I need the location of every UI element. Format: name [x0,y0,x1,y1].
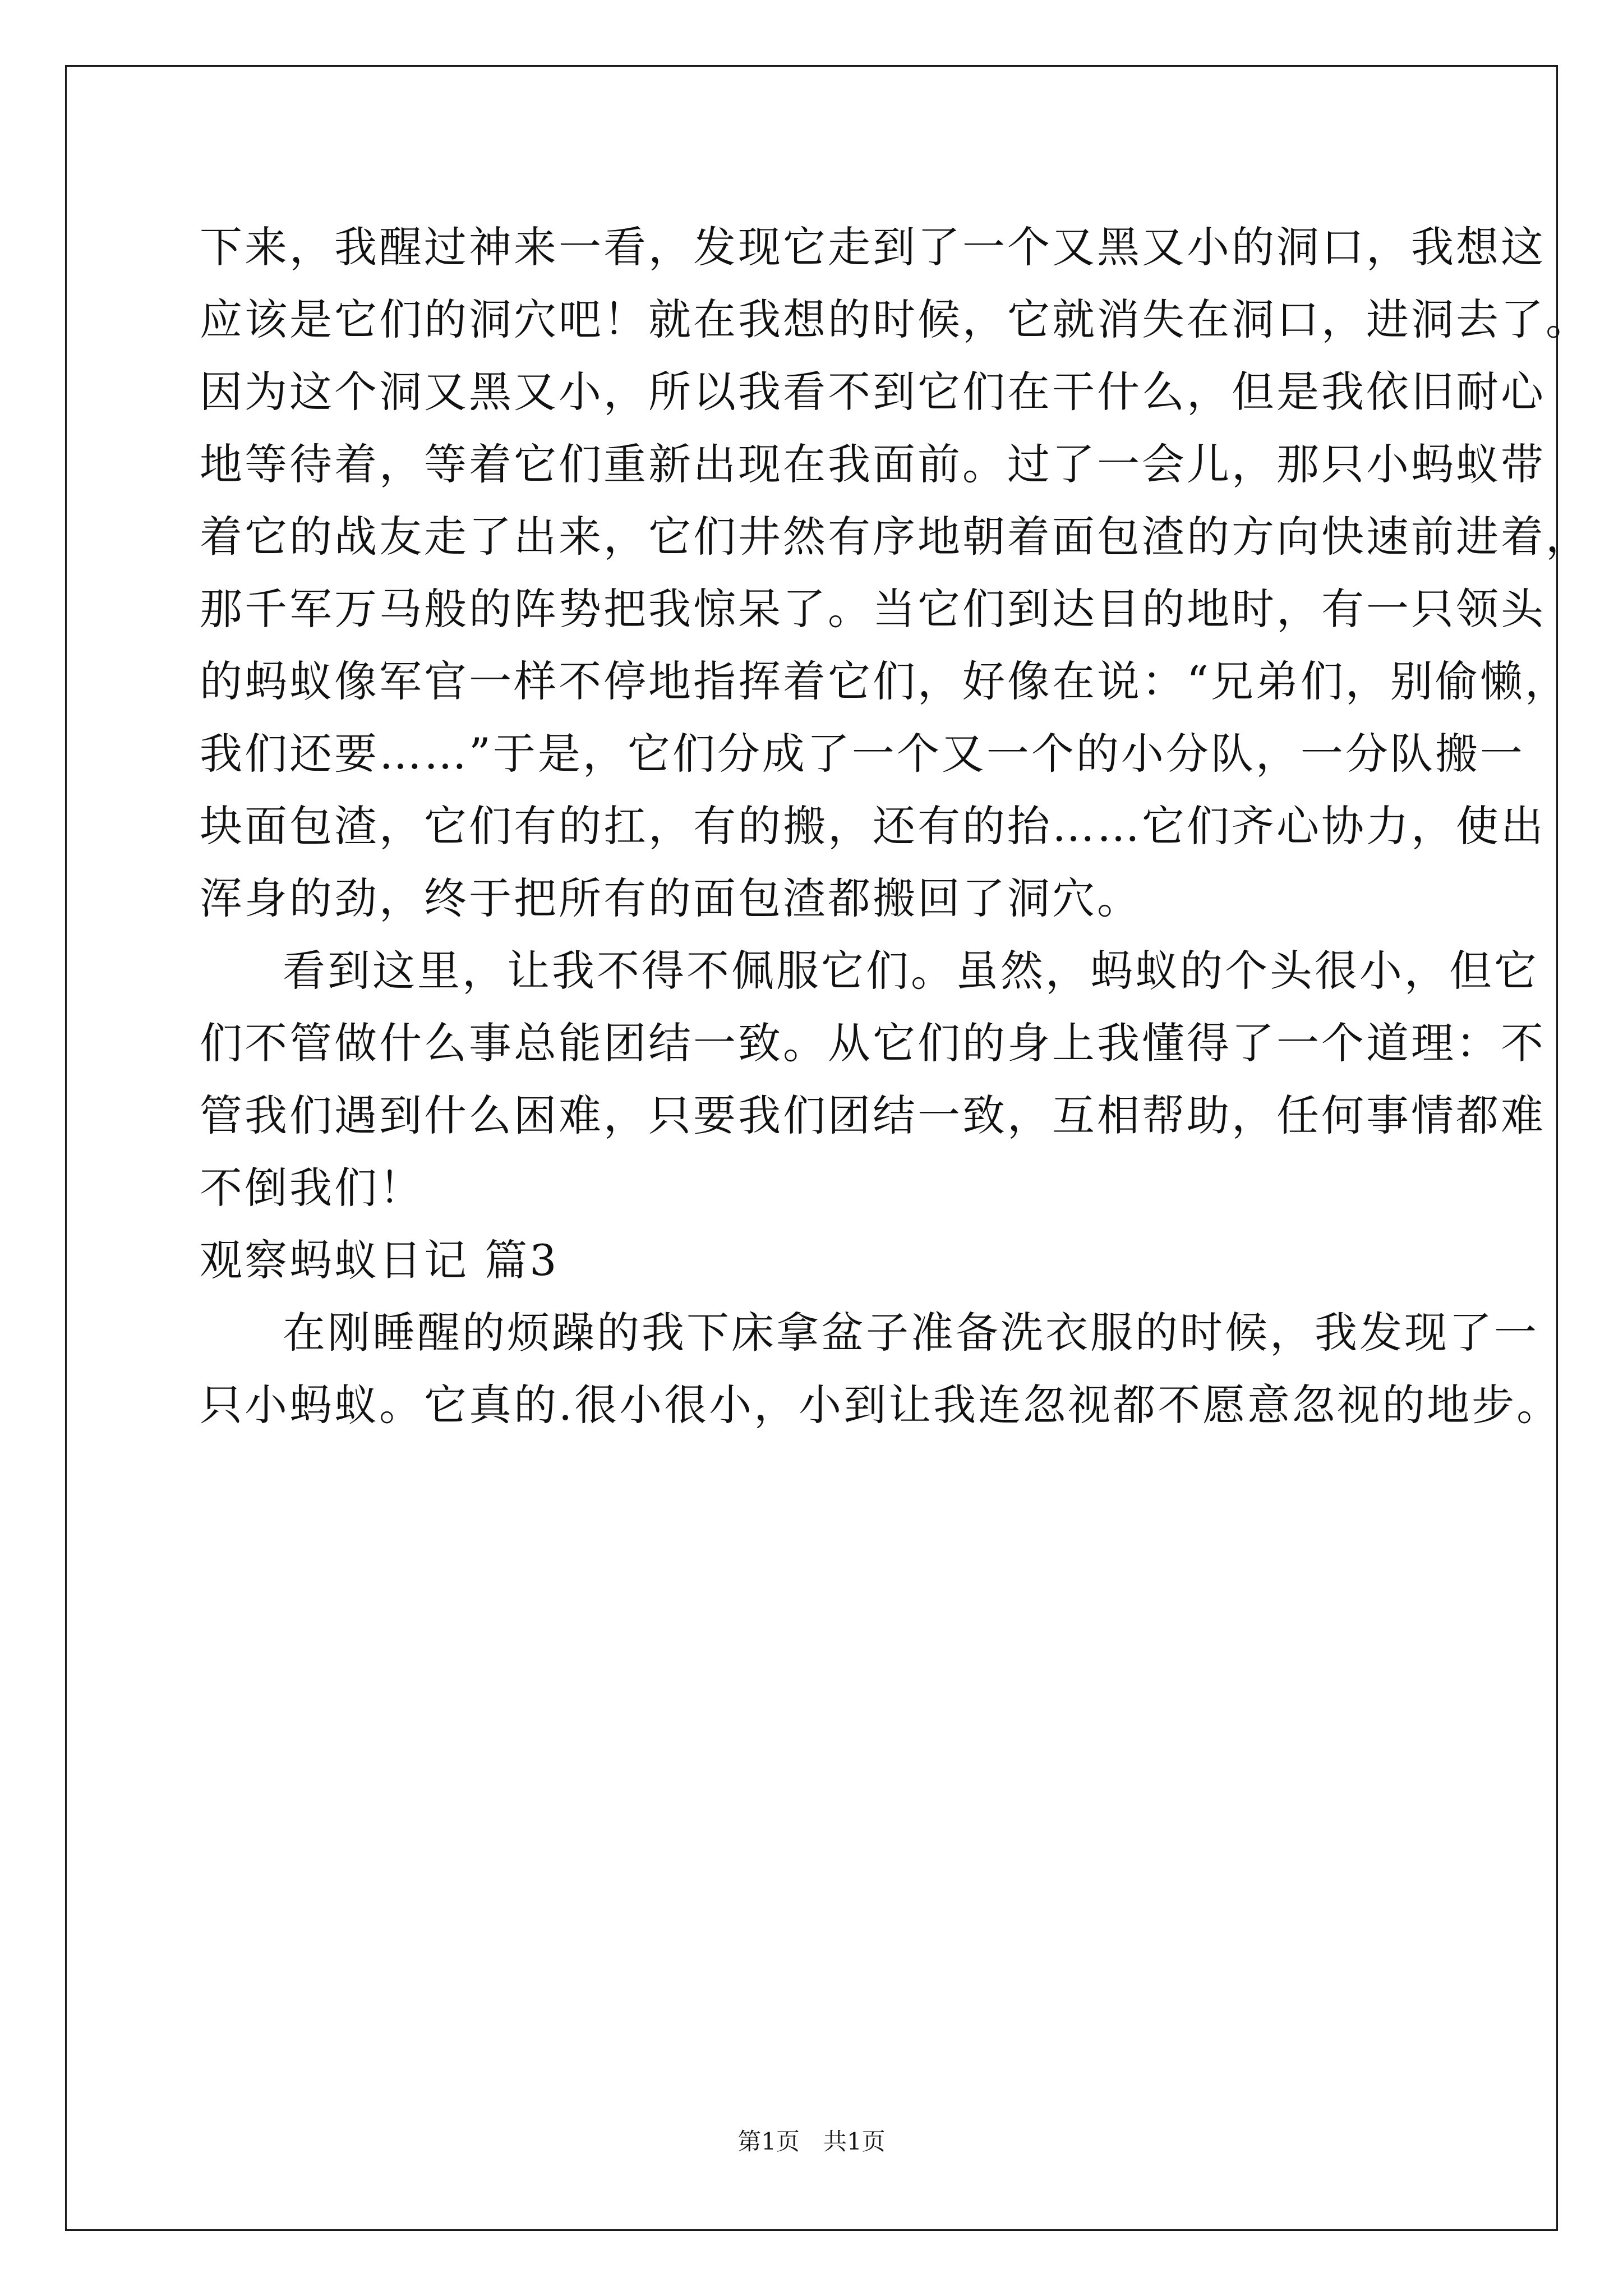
text-line: 着它的战友走了出来，它们井然有序地朝着面包渣的方向快速前进着， [200,512,1590,562]
text-line: 管我们遇到什么困难，只要我们团结一致，互相帮助，任何事情都难 [200,1091,1546,1140]
text-line: 在刚睡醒的烦躁的我下床拿盆子准备洗衣服的时候，我发现了一 [283,1308,1539,1358]
text-line: 看到这里，让我不得不佩服它们。虽然，蚂蚁的个头很小，但它 [283,946,1539,996]
text-line: 地等待着，等着它们重新出现在我面前。过了一会儿，那只小蚂蚁带 [200,439,1546,489]
text-line: 浑身的劲，终于把所有的面包渣都搬回了洞穴。 [200,873,1142,923]
text-line: 的蚂蚁像军官一样不停地指挥着它们，好像在说：“兄弟们，别偷懒， [200,656,1570,706]
text-line: 因为这个洞又黑又小，所以我看不到它们在干什么，但是我依旧耐心 [200,367,1546,417]
text-line: 们不管做什么事总能团结一致。从它们的身上我懂得了一个道理：不 [200,1018,1546,1068]
text-line: 我们还要……”于是，它们分成了一个又一个的小分队，一分队搬一 [200,729,1525,779]
text-line: 块面包渣，它们有的扛，有的搬，还有的抬……它们齐心协力，使出 [200,801,1546,851]
text-line: 应该是它们的洞穴吧！就在我想的时候，它就消失在洞口，进洞去了。 [200,295,1590,344]
page-number: 第1页 共1页 [737,2128,886,2155]
text-line: 那千军万马般的阵势把我惊呆了。当它们到达目的地时，有一只领头 [200,584,1546,634]
section-heading: 观察蚂蚁日记 篇3 [200,1235,559,1285]
text-line: 下来，我醒过神来一看，发现它走到了一个又黑又小的洞口，我想这 [200,222,1546,272]
text-line: 不倒我们！ [200,1163,424,1213]
text-line: 只小蚂蚁。它真的.很小很小，小到让我连忽视都不愿意忽视的地步。 [200,1380,1562,1430]
